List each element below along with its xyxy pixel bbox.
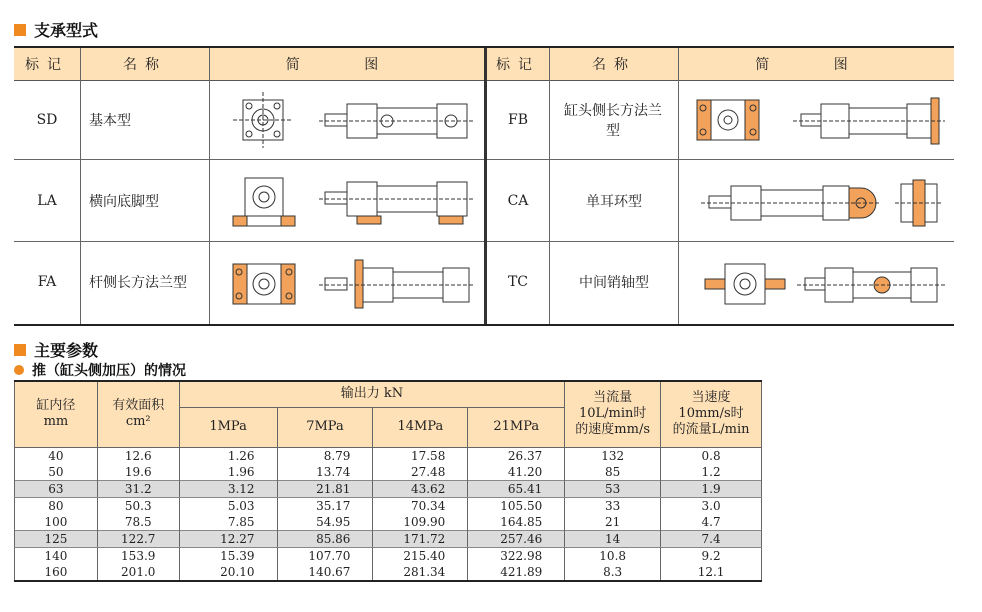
- mount-code: TC: [507, 274, 529, 290]
- header-flow: 当速度 10mm/s时 的流量L/min: [661, 381, 762, 447]
- table-cell: 27.48: [373, 464, 468, 481]
- mount-code: FA: [37, 274, 57, 290]
- header-bore: 缸内径 mm: [15, 381, 98, 447]
- mount-code: SD: [36, 112, 58, 128]
- table-cell: 35.17: [277, 497, 373, 514]
- table-cell: 105.50: [468, 497, 565, 514]
- table-cell: 12.6: [97, 447, 179, 464]
- diagram-ca: [689, 170, 949, 234]
- table-row: [15, 497, 762, 514]
- table-cell: 153.9: [97, 547, 179, 564]
- mount-name: 中间销轴型: [579, 275, 649, 291]
- table-cell: 70.34: [373, 497, 468, 514]
- table-cell: 160: [15, 564, 98, 581]
- header-diagram-right: 简 图: [679, 48, 954, 81]
- mount-name: 单耳环型: [586, 193, 642, 210]
- table-cell: 1.26: [179, 447, 277, 464]
- table-cell: 322.98: [468, 547, 565, 564]
- table-cell: 4.7: [661, 514, 762, 531]
- section-title-mounting: [14, 18, 98, 41]
- table-cell: 0.8: [661, 447, 762, 464]
- table-row: [15, 530, 762, 547]
- header-mark-right: 标记: [487, 48, 549, 81]
- table-cell: 3.12: [179, 480, 277, 497]
- table-cell: 65.41: [468, 480, 565, 497]
- table-row: [15, 447, 762, 464]
- table-cell: 26.37: [468, 447, 565, 464]
- table-cell: 1.2: [661, 464, 762, 481]
- table-cell: 132: [565, 447, 661, 464]
- table-cell: 13.74: [277, 464, 373, 481]
- table-row: [15, 547, 762, 564]
- section-title-text: 支承型式: [34, 21, 99, 40]
- table-cell: 50.3: [97, 497, 179, 514]
- table-cell: 215.40: [373, 547, 468, 564]
- table-cell: 14: [565, 530, 661, 547]
- table-cell: 17.58: [373, 447, 468, 464]
- table-cell: 421.89: [468, 564, 565, 581]
- table-cell: 40: [15, 447, 98, 464]
- section-marker-icon: [14, 344, 26, 356]
- header-name-right: 名称: [550, 48, 678, 81]
- section-title-params: [14, 338, 98, 361]
- table-cell: 5.03: [179, 497, 277, 514]
- table-cell: 122.7: [97, 530, 179, 547]
- table-cell: 41.20: [468, 464, 565, 481]
- table-cell: 78.5: [97, 514, 179, 531]
- subsection-title-text: 推（缸头侧加压）的情况: [32, 363, 186, 379]
- table-cell: 100: [15, 514, 98, 531]
- table-cell: 21: [565, 514, 661, 531]
- table-cell: 3.0: [661, 497, 762, 514]
- table-cell: 10.8: [565, 547, 661, 564]
- section-title-text: 主要参数: [34, 341, 99, 360]
- table-row: [15, 464, 762, 481]
- table-cell: 80: [15, 497, 98, 514]
- header-force: 输出力 kN: [179, 381, 565, 407]
- header-area: 有效面积 cm²: [97, 381, 179, 447]
- diagram-sd: [219, 88, 479, 152]
- table-cell: 171.72: [373, 530, 468, 547]
- table-cell: 43.62: [373, 480, 468, 497]
- table-cell: 33: [565, 497, 661, 514]
- table-cell: 9.2: [661, 547, 762, 564]
- mount-name: 杆侧长方法兰型: [89, 275, 187, 291]
- table-cell: 50: [15, 464, 98, 481]
- table-cell: 15.39: [179, 547, 277, 564]
- table-row: [15, 564, 762, 581]
- table-cell: 140.67: [277, 564, 373, 581]
- mount-name: 缸头侧长方法兰型: [564, 103, 662, 139]
- diagram-tc: [689, 252, 949, 316]
- mount-name: 横向底脚型: [89, 193, 159, 210]
- table-cell: 12.1: [661, 564, 762, 581]
- table-cell: 107.70: [277, 547, 373, 564]
- params-table: [14, 380, 762, 582]
- table-cell: 109.90: [373, 514, 468, 531]
- diagram-fa: [219, 250, 479, 316]
- header-mark-left: 标记: [14, 48, 80, 81]
- header-1mpa: 1MPa: [179, 407, 277, 447]
- table-cell: 53: [565, 480, 661, 497]
- mount-code: LA: [37, 192, 57, 209]
- table-cell: 85: [565, 464, 661, 481]
- mount-name: 基本型: [89, 113, 131, 129]
- subsection-title: [14, 360, 186, 380]
- header-name-left: 名称: [81, 48, 209, 81]
- table-cell: 7.85: [179, 514, 277, 531]
- table-cell: 164.85: [468, 514, 565, 531]
- mount-code: FB: [507, 112, 528, 128]
- table-cell: 201.0: [97, 564, 179, 581]
- table-cell: 125: [15, 530, 98, 547]
- table-cell: 85.86: [277, 530, 373, 547]
- mounting-table: [14, 46, 954, 326]
- table-cell: 19.6: [97, 464, 179, 481]
- diagram-fb: [689, 88, 949, 152]
- header-14mpa: 14MPa: [373, 407, 468, 447]
- table-cell: 63: [15, 480, 98, 497]
- table-cell: 54.95: [277, 514, 373, 531]
- header-speed: 当流量 10L/min时 的速度mm/s: [565, 381, 661, 447]
- diagram-la: [219, 168, 479, 236]
- table-cell: 21.81: [277, 480, 373, 497]
- table-cell: 8.79: [277, 447, 373, 464]
- table-cell: 8.3: [565, 564, 661, 581]
- header-diagram-left: 简 图: [210, 48, 484, 81]
- header-7mpa: 7MPa: [277, 407, 373, 447]
- table-cell: 20.10: [179, 564, 277, 581]
- table-cell: 1.9: [661, 480, 762, 497]
- table-row: [15, 514, 762, 531]
- table-cell: 281.34: [373, 564, 468, 581]
- bullet-dot-icon: [14, 365, 24, 375]
- table-cell: 257.46: [468, 530, 565, 547]
- table-cell: 7.4: [661, 530, 762, 547]
- section-marker-icon: [14, 24, 26, 36]
- table-row: [15, 480, 762, 497]
- table-cell: 1.96: [179, 464, 277, 481]
- mount-code: CA: [507, 192, 529, 209]
- table-cell: 31.2: [97, 480, 179, 497]
- header-21mpa: 21MPa: [468, 407, 565, 447]
- table-cell: 12.27: [179, 530, 277, 547]
- table-cell: 140: [15, 547, 98, 564]
